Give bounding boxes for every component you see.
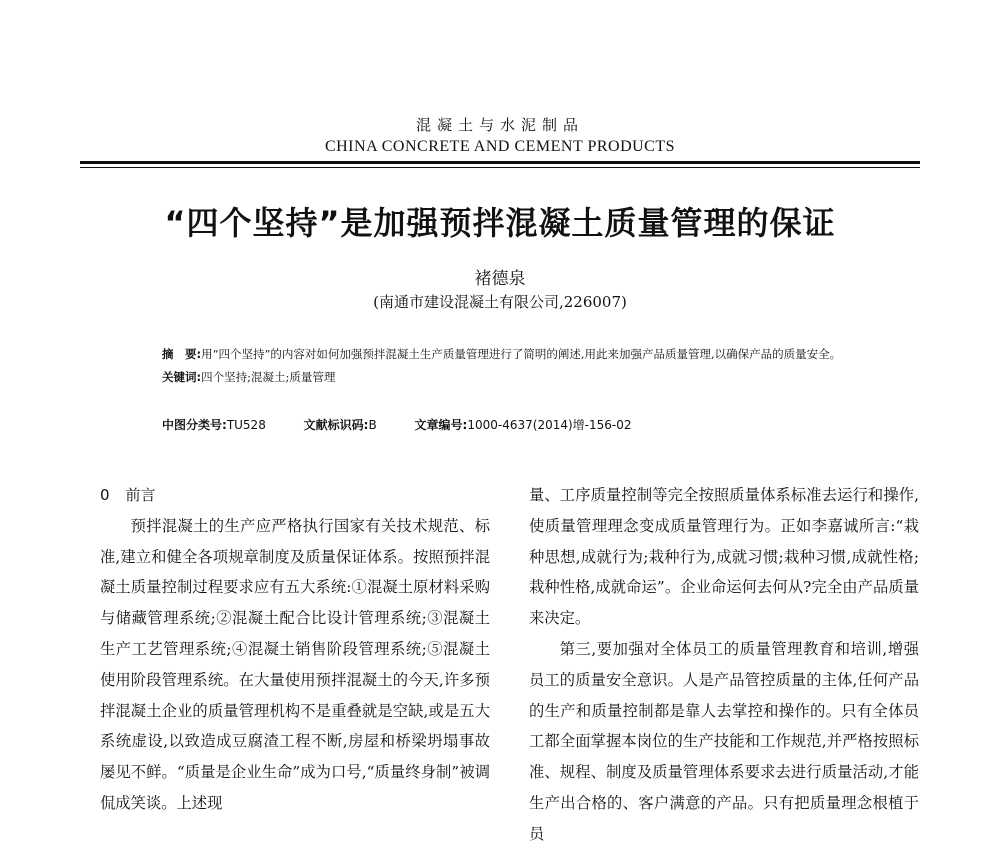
- section-heading: [100, 480, 490, 511]
- abstract-block: [136, 343, 881, 389]
- body-column-left: [100, 480, 490, 819]
- doc-code-item: [304, 418, 377, 432]
- doc-code-value: B: [368, 418, 377, 432]
- article-no-value: 1000-4637(2014)增-156-02: [467, 418, 632, 432]
- section-title: 前言: [125, 486, 156, 504]
- article-author: 褚德泉: [474, 269, 526, 289]
- header-rule-thin: [80, 167, 920, 168]
- article-no-label: 文章编号:: [414, 418, 468, 432]
- journal-name-en: CHINA CONCRETE AND CEMENT PRODUCTS: [324, 138, 676, 155]
- clc-item: [162, 418, 266, 432]
- abstract-text: 用“四个坚持”的内容对如何加强预拌混凝土生产质量管理进行了简明的阐述,用此来加强产品质量管理,以确保产品的质量安全。: [201, 347, 842, 361]
- body-paragraph: 预拌混凝土的生产应严格执行国家有关技术规范、标准,建立和健全各项规章制度及质量保证体系。按照预拌混凝土质量控制过程要求应有五大系统:①混凝土原材料采购与储藏管理系统;②混凝土配合比设计管理系统;③混凝土生产工艺管理系统;④混凝土销售阶段管理系统;⑤混凝土使用阶段管理系统。在大量使用预拌混凝土的今天,许多预拌混凝土企业的质量管理机构不是重叠就是空缺,或是五大系统虚设,以致造成豆腐渣工程不断,房屋和桥梁坍塌事故屡见不鲜。“质量是企业生命”成为口号,“质量终身制”被调侃成笑谈。上述现: [100, 516, 490, 812]
- abstract-label: 摘 要:: [162, 347, 202, 361]
- article-title: “四个坚持”是加强预拌混凝土质量管理的保证: [164, 204, 836, 242]
- body-paragraph: 量、工序质量控制等完全按照质量体系标准去运行和操作,使质量管理理念变成质量管理行为。正如李嘉诚所言:“栽种思想,成就行为;栽种行为,成就习惯;栽种习惯,成就性格;栽种性格,成就命运”。企业命运何去何从?完全由产品质量来决定。: [529, 486, 919, 628]
- clc-label: 中图分类号:: [162, 418, 227, 432]
- abstract-paragraph: [136, 343, 881, 366]
- body-paragraph: 第三,要加强对全体员工的质量管理教育和培训,增强员工的质量安全意识。人是产品管控质量的主体,任何产品的生产和质量控制都是靠人去掌控和操作的。只有全体员工都全面掌握本岗位的生产技能和工作规范,并严格按照标准、规程、制度及质量管理体系要求去进行质量活动,才能生产出合格的、客户满意的产品。只有把质量理念根植于员: [529, 639, 919, 843]
- clc-value: TU528: [226, 418, 266, 432]
- keywords-line: [136, 366, 881, 389]
- article-affiliation: (南通市建设混凝土有限公司,226007): [373, 293, 627, 311]
- section-number: 0: [100, 486, 110, 504]
- keywords-text: 四个坚持;混凝土;质量管理: [201, 370, 336, 384]
- classification-row: [162, 416, 666, 433]
- doc-code-label: 文献标识码:: [303, 418, 369, 432]
- keywords-label: 关键词:: [162, 370, 202, 384]
- article-no-item: [415, 418, 632, 432]
- journal-name-cn: 混凝土与水泥制品: [415, 116, 584, 134]
- body-column-right: [529, 480, 919, 850]
- header-rule-thick: [80, 161, 920, 164]
